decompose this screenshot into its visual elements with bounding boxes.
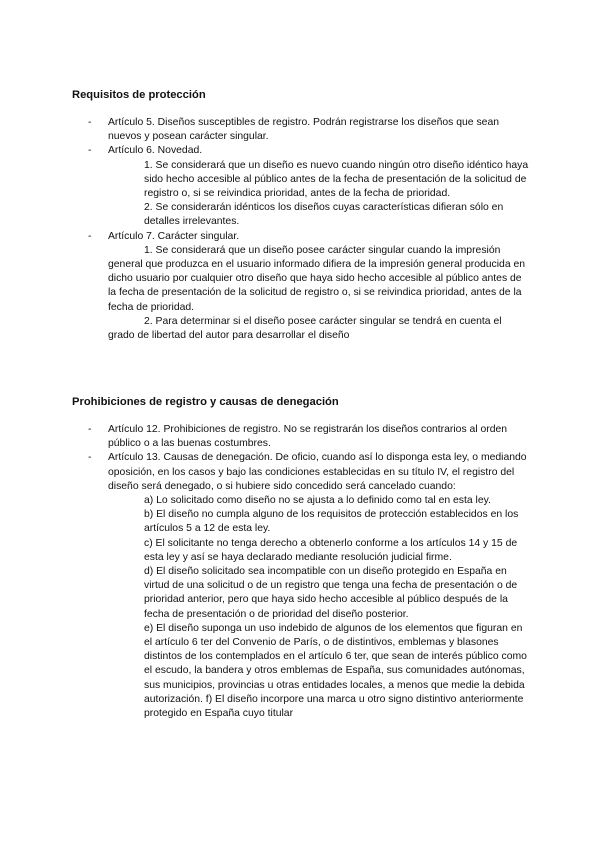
prohibiciones-list xyxy=(72,423,532,721)
list-item-articulo-12 xyxy=(72,423,532,451)
list-dash: - xyxy=(88,424,92,435)
section-heading-prohibiciones: Prohibiciones de registro y causas de denegación xyxy=(72,396,339,408)
singular-paragraph-2-rest: grado de libertad del autor para desarrollar el diseño xyxy=(108,330,350,342)
list-dash: - xyxy=(88,117,92,128)
list-dash: - xyxy=(88,230,92,242)
list-item-text: Artículo 7. Carácter singular. xyxy=(108,230,240,242)
section-heading-requisitos: Requisitos de protección xyxy=(72,89,206,101)
singular-paragraph-2-first-line: 2. Para determinar si el diseño posee carácter singular se tendrá en cuenta el xyxy=(144,315,502,327)
causa-d: d) El diseño solicitado sea incompatible con un diseño protegido en España en virtud de una solicitud o de un registro que tenga una fecha de presentación o de prioridad anterior, pero que haya sido hecho accesible al público después de la fecha de presentación o de prioridad del diseño posterior. xyxy=(144,566,518,620)
list-item-articulo-6 xyxy=(72,144,532,229)
novedad-paragraph-1: 1. Se considerará que un diseño es nuevo cuando ningún otro diseño idéntico haya sido hecho accesible al público antes de la fecha de presentación de la solicitud de registro o, si se reivindica prioridad, antes de la fecha de prioridad. xyxy=(144,159,529,200)
list-item-text: Artículo 6. Novedad. xyxy=(108,145,203,157)
list-dash: - xyxy=(88,145,92,157)
list-item-articulo-5 xyxy=(72,116,532,144)
causa-c: c) El solicitante no tenga derecho a obtenerlo conforme a los artículos 14 y 15 de esta ley y así se haya declarado mediante resolución judicial firme. xyxy=(144,537,518,563)
causa-b: b) El diseño no cumpla alguno de los requisitos de protección establecidos en los artículos 5 a 12 de esta ley. xyxy=(144,509,519,535)
causa-a: a) Lo solicitado como diseño no se ajusta a lo definido como tal en esta ley. xyxy=(144,495,491,507)
singular-paragraph-1-rest: general que produzca en el usuario informado difiera de la impresión general producida en dicho usuario por cualquier otro diseño que haya sido hecho accesible al público antes de la fecha de presentación de la solicitud de registro o, si se reivindica prioridad, antes de la fecha de prioridad. xyxy=(108,259,526,313)
list-item-articulo-7 xyxy=(72,230,532,344)
requisitos-list xyxy=(72,116,532,343)
list-item-text: Artículo 12. Prohibiciones de registro. No se registrarán los diseños contrarios al orden público o a las buenas costumbres. xyxy=(108,424,508,450)
list-item-articulo-13 xyxy=(72,451,532,721)
singular-paragraph-1-first-line: 1. Se considerará que un diseño posee carácter singular cuando la impresión xyxy=(144,244,501,256)
list-item-text: Artículo 5. Diseños susceptibles de registro. Podrán registrarse los diseños que sean nuevos y posean carácter singular. xyxy=(108,117,500,143)
novedad-paragraph-2: 2. Se considerarán idénticos los diseños cuyas características difieran sólo en detalles irrelevantes. xyxy=(144,202,504,228)
list-dash: - xyxy=(88,452,92,464)
list-item-text: Artículo 13. Causas de denegación. De oficio, cuando así lo disponga esta ley, o mediando oposición, en los casos y bajo las condiciones establecidas en su título IV, el registro del diseño será denegado, o si hubiere sido concedido será cancelado cuando: xyxy=(108,452,527,492)
causa-e-f: e) El diseño suponga un uso indebido de algunos de los elementos que figuran en el artículo 6 ter del Convenio de París, o de distintivos, emblemas y blasones distintos de los contemplados en el artículo 6 ter, que sean de interés público como el escudo, la bandera y otros emblemas de España, sus comunidades autónomas, sus municipios, provincias u otras entidades locales, a menos que medie la debida autorización. f) El diseño incorpore una marca u otro signo distintivo anteriormente protegido en España cuyo titular xyxy=(144,622,527,720)
